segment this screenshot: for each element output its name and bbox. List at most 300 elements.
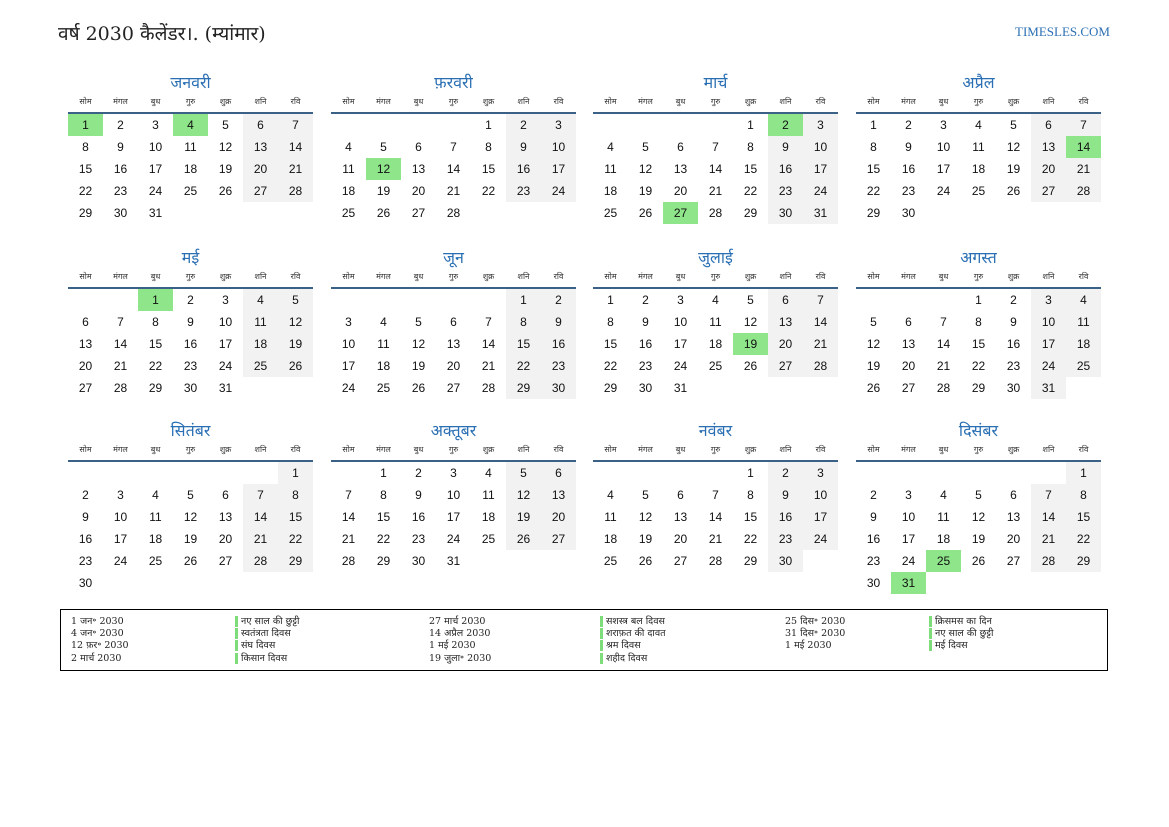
day-cell: 29 [506, 377, 541, 399]
month-name: अप्रैल [962, 73, 995, 92]
day-cell: 1 [870, 118, 877, 132]
day-cell: 22 [78, 184, 93, 198]
weekday-label: मंगल [376, 445, 391, 454]
day-cell: 29 [148, 381, 163, 395]
weekday-label: गुरु [710, 272, 721, 281]
weekday-label: सोम [604, 97, 617, 106]
day-cell: 6 [905, 315, 912, 329]
weekday-label: गुरु [185, 97, 196, 106]
day-cell: 18 [183, 162, 198, 176]
day-cell: 24 [901, 554, 916, 568]
weekday-header [593, 94, 838, 114]
holiday-day-cell: 2 [768, 114, 803, 136]
day-cell: 17 [218, 337, 233, 351]
day-cell: 23 [78, 554, 93, 568]
day-cell: 25 [376, 381, 391, 395]
day-grid [331, 114, 576, 224]
day-cell: 13 [446, 337, 461, 351]
day-cell: 8 [82, 140, 89, 154]
day-grid [593, 289, 838, 399]
day-cell: 16 [541, 333, 576, 355]
legend-date: 27 मार्च 2030 [429, 616, 486, 627]
legend-date: 1 जन॰ 2030 [71, 616, 124, 627]
day-cell: 21 [278, 158, 313, 180]
day-cell: 10 [803, 136, 838, 158]
legend-date: 12 फ़र॰ 2030 [71, 640, 129, 652]
weekday-label: शुक्र [744, 97, 757, 106]
day-cell: 24 [113, 554, 128, 568]
day-cell: 31 [1031, 377, 1066, 399]
day-cell: 25 [603, 206, 618, 220]
day-cell: 18 [148, 532, 163, 546]
holiday-day-cell: 14 [1066, 136, 1101, 158]
weekday-label: रवि [815, 97, 826, 106]
day-cell: 14 [243, 506, 278, 528]
weekday-label: रवि [1078, 445, 1089, 454]
day-cell: 19 [866, 359, 881, 373]
weekday-label: बुध [675, 445, 686, 454]
weekday-label: शनि [779, 272, 792, 281]
day-cell: 18 [341, 184, 356, 198]
empty-cell [173, 462, 208, 484]
day-cell: 16 [768, 506, 803, 528]
legend-row [785, 640, 993, 652]
day-cell: 15 [148, 337, 163, 351]
day-cell: 26 [218, 184, 233, 198]
day-cell: 13 [218, 510, 233, 524]
day-cell: 31 [218, 381, 233, 395]
day-cell: 31 [446, 554, 461, 568]
day-cell: 27 [541, 528, 576, 550]
day-cell: 18 [603, 184, 618, 198]
weekday-label: गुरु [973, 445, 984, 454]
day-cell: 14 [708, 510, 723, 524]
day-cell: 28 [936, 381, 951, 395]
day-cell: 8 [485, 140, 492, 154]
weekday-label: शुक्र [1007, 445, 1020, 454]
weekday-label: रवि [815, 445, 826, 454]
weekday-label: रवि [1078, 97, 1089, 106]
day-cell: 8 [747, 488, 754, 502]
day-cell: 17 [803, 158, 838, 180]
empty-cell [401, 289, 436, 311]
weekday-label: मंगल [113, 97, 128, 106]
day-cell: 7 [1031, 484, 1066, 506]
month-name: जुलाई [698, 248, 733, 267]
day-cell: 7 [712, 140, 719, 154]
day-cell: 3 [940, 118, 947, 132]
weekday-label: मंगल [113, 445, 128, 454]
empty-cell [856, 289, 891, 311]
day-cell: 3 [152, 118, 159, 132]
day-cell: 9 [117, 140, 124, 154]
weekday-label: गुरु [448, 272, 459, 281]
day-cell: 14 [278, 136, 313, 158]
day-cell: 22 [1066, 528, 1101, 550]
day-cell: 26 [638, 554, 653, 568]
day-cell: 21 [341, 532, 356, 546]
day-cell: 16 [183, 337, 198, 351]
day-cell: 11 [184, 140, 197, 154]
day-cell: 20 [243, 158, 278, 180]
weekday-label: रवि [553, 272, 564, 281]
day-cell: 17 [1031, 333, 1066, 355]
legend-column [785, 616, 993, 653]
weekday-label: बुध [938, 445, 949, 454]
day-cell: 4 [712, 293, 719, 307]
day-cell: 22 [603, 359, 618, 373]
day-cell: 22 [481, 184, 496, 198]
day-cell: 13 [78, 337, 93, 351]
weekday-label: बुध [675, 97, 686, 106]
day-cell: 1 [1066, 462, 1101, 484]
weekday-header [856, 442, 1101, 462]
site-link[interactable]: TIMESLES.COM [1015, 24, 1110, 39]
day-cell: 28 [113, 381, 128, 395]
empty-cell [961, 462, 996, 484]
legend-date: 31 दिस॰ 2030 [785, 628, 846, 640]
day-cell: 3 [541, 114, 576, 136]
day-cell: 12 [638, 510, 653, 524]
legend-column [71, 616, 299, 665]
day-grid [856, 462, 1101, 594]
day-cell: 6 [243, 114, 278, 136]
weekday-label: शुक्र [482, 445, 495, 454]
day-cell: 29 [1066, 550, 1101, 572]
day-cell: 14 [446, 162, 461, 176]
day-cell: 12 [411, 337, 426, 351]
day-cell: 6 [415, 140, 422, 154]
day-cell: 7 [1066, 114, 1101, 136]
day-cell: 25 [243, 355, 278, 377]
day-cell: 25 [603, 554, 618, 568]
legend-holiday-name: शहीद दिवस [600, 653, 647, 664]
day-cell: 19 [638, 532, 653, 546]
empty-cell [331, 114, 366, 136]
day-cell: 24 [341, 381, 356, 395]
day-cell: 19 [278, 333, 313, 355]
day-cell: 13 [411, 162, 426, 176]
day-cell: 5 [222, 118, 229, 132]
day-cell: 20 [1006, 532, 1021, 546]
day-cell: 18 [603, 532, 618, 546]
weekday-label: बुध [938, 97, 949, 106]
day-cell: 23 [1006, 359, 1021, 373]
legend-holiday-name: शराफ़त की दावत [600, 628, 666, 639]
day-cell: 3 [222, 293, 229, 307]
day-cell: 21 [708, 532, 723, 546]
day-cell: 9 [541, 311, 576, 333]
weekday-header [593, 442, 838, 462]
day-cell: 28 [1066, 180, 1101, 202]
weekday-label: रवि [815, 272, 826, 281]
day-cell: 21 [1031, 528, 1066, 550]
day-cell: 11 [709, 315, 722, 329]
weekday-label: सोम [867, 97, 880, 106]
page-title: वर्ष 2030 कैलेंडर।. (म्यांमार) [58, 23, 266, 45]
day-cell: 22 [743, 184, 758, 198]
day-cell: 26 [743, 359, 758, 373]
empty-cell [366, 289, 401, 311]
day-cell: 19 [411, 359, 426, 373]
month-name: फ़रवरी [434, 73, 473, 92]
day-cell: 6 [768, 289, 803, 311]
day-cell: 11 [1066, 311, 1101, 333]
day-cell: 1 [975, 293, 982, 307]
day-cell: 10 [803, 484, 838, 506]
day-cell: 2 [642, 293, 649, 307]
day-cell: 23 [113, 184, 128, 198]
weekday-label: सोम [342, 97, 355, 106]
day-cell: 26 [183, 554, 198, 568]
day-cell: 8 [506, 311, 541, 333]
weekday-label: गुरु [710, 97, 721, 106]
day-cell: 28 [481, 381, 496, 395]
day-cell: 26 [278, 355, 313, 377]
legend-date: 1 मई 2030 [785, 640, 832, 652]
day-cell: 16 [768, 158, 803, 180]
day-cell: 26 [506, 528, 541, 550]
month-name: अगस्त [960, 248, 997, 267]
day-cell: 17 [113, 532, 128, 546]
weekday-label: बुध [150, 445, 161, 454]
weekday-label: सोम [79, 97, 92, 106]
weekday-label: शुक्र [219, 445, 232, 454]
day-cell: 15 [481, 162, 496, 176]
day-cell: 30 [901, 206, 916, 220]
day-cell: 1 [278, 462, 313, 484]
day-cell: 28 [708, 554, 723, 568]
empty-cell [593, 114, 628, 136]
legend-holiday-name: सशस्त्र बल दिवस [600, 616, 665, 627]
weekday-label: सोम [867, 445, 880, 454]
day-cell: 26 [411, 381, 426, 395]
day-cell: 10 [1031, 311, 1066, 333]
weekday-label: मंगल [376, 97, 391, 106]
weekday-label: गुरु [185, 272, 196, 281]
day-cell: 30 [1006, 381, 1021, 395]
day-cell: 14 [708, 162, 723, 176]
day-cell: 6 [1010, 488, 1017, 502]
day-cell: 25 [341, 206, 356, 220]
weekday-label: सोम [342, 445, 355, 454]
day-cell: 23 [768, 528, 803, 550]
day-cell: 3 [345, 315, 352, 329]
day-cell: 22 [376, 532, 391, 546]
legend-date: 25 दिस॰ 2030 [785, 616, 846, 627]
month-block [331, 247, 576, 399]
weekday-header [856, 94, 1101, 114]
day-cell: 20 [1031, 158, 1066, 180]
day-cell: 20 [673, 184, 688, 198]
day-cell: 12 [183, 510, 198, 524]
weekday-label: शुक्र [1007, 272, 1020, 281]
holiday-day-cell: 12 [366, 158, 401, 180]
day-cell: 7 [803, 289, 838, 311]
weekday-label: गुरु [448, 445, 459, 454]
day-cell: 22 [148, 359, 163, 373]
day-cell: 6 [222, 488, 229, 502]
day-cell: 5 [642, 140, 649, 154]
day-cell: 17 [673, 337, 688, 351]
weekday-label: शनि [1042, 97, 1055, 106]
day-cell: 14 [936, 337, 951, 351]
day-cell: 23 [506, 180, 541, 202]
day-cell: 4 [607, 488, 614, 502]
day-cell: 20 [218, 532, 233, 546]
day-cell: 3 [803, 114, 838, 136]
day-cell: 15 [866, 162, 881, 176]
day-grid [331, 289, 576, 399]
weekday-label: मंगल [638, 272, 653, 281]
day-cell: 3 [450, 466, 457, 480]
day-cell: 6 [82, 315, 89, 329]
day-cell: 13 [1031, 136, 1066, 158]
day-cell: 12 [278, 311, 313, 333]
month-block [856, 247, 1101, 399]
day-cell: 4 [607, 140, 614, 154]
legend-holiday-name: नए साल की छुट्टी [929, 628, 993, 639]
day-cell: 4 [485, 466, 492, 480]
day-cell: 12 [218, 140, 233, 154]
weekday-label: सोम [79, 272, 92, 281]
day-cell: 5 [278, 289, 313, 311]
empty-cell [891, 462, 926, 484]
weekday-label: मंगल [113, 272, 128, 281]
weekday-label: रवि [290, 97, 301, 106]
legend-row [71, 653, 299, 665]
empty-cell [471, 289, 506, 311]
day-cell: 11 [937, 510, 950, 524]
day-cell: 29 [603, 381, 618, 395]
day-cell: 23 [866, 554, 881, 568]
day-cell: 11 [482, 488, 495, 502]
empty-cell [243, 462, 278, 484]
day-cell: 13 [901, 337, 916, 351]
day-cell: 7 [940, 315, 947, 329]
day-cell: 27 [411, 206, 426, 220]
day-cell: 19 [506, 506, 541, 528]
day-cell: 26 [1006, 184, 1021, 198]
day-cell: 15 [743, 162, 758, 176]
day-cell: 30 [768, 550, 803, 572]
weekday-label: सोम [79, 445, 92, 454]
weekday-label: गुरु [973, 272, 984, 281]
empty-cell [856, 462, 891, 484]
weekday-label: शनि [779, 445, 792, 454]
weekday-label: शुक्र [744, 445, 757, 454]
day-cell: 6 [450, 315, 457, 329]
day-cell: 19 [638, 184, 653, 198]
day-cell: 23 [768, 180, 803, 202]
day-cell: 18 [708, 337, 723, 351]
empty-cell [138, 462, 173, 484]
weekday-label: रवि [290, 272, 301, 281]
legend-holiday-name: मई दिवस [929, 640, 968, 651]
day-cell: 5 [642, 488, 649, 502]
day-cell: 28 [708, 206, 723, 220]
month-name: नवंबर [698, 421, 733, 440]
weekday-label: शनि [254, 272, 267, 281]
day-cell: 10 [341, 337, 356, 351]
day-cell: 7 [243, 484, 278, 506]
day-cell: 18 [1066, 333, 1101, 355]
day-cell: 17 [446, 510, 461, 524]
day-cell: 11 [342, 162, 355, 176]
day-cell: 3 [117, 488, 124, 502]
day-cell: 18 [971, 162, 986, 176]
day-cell: 13 [673, 510, 688, 524]
month-name: अक्तूबर [430, 421, 477, 440]
day-cell: 30 [411, 554, 426, 568]
day-cell: 13 [673, 162, 688, 176]
day-cell: 10 [936, 140, 951, 154]
day-cell: 31 [803, 202, 838, 224]
day-cell: 9 [415, 488, 422, 502]
day-cell: 24 [673, 359, 688, 373]
month-name: जून [443, 248, 464, 267]
legend-holiday-name: क्रिसमस का दिन [929, 616, 992, 627]
empty-cell [1031, 462, 1066, 484]
day-cell: 14 [341, 510, 356, 524]
day-cell: 16 [113, 162, 128, 176]
day-cell: 9 [506, 136, 541, 158]
weekday-label: गुरु [185, 445, 196, 454]
day-cell: 9 [768, 484, 803, 506]
holiday-day-cell: 25 [926, 550, 961, 572]
day-grid [68, 114, 313, 224]
empty-cell [103, 462, 138, 484]
weekday-label: रवि [290, 445, 301, 454]
day-cell: 27 [1031, 180, 1066, 202]
day-cell: 15 [603, 337, 618, 351]
day-cell: 17 [901, 532, 916, 546]
month-block [593, 72, 838, 224]
day-cell: 1 [747, 118, 754, 132]
day-cell: 24 [218, 359, 233, 373]
weekday-label: सोम [867, 272, 880, 281]
weekday-label: गुरु [973, 97, 984, 106]
weekday-header [593, 269, 838, 289]
weekday-label: रवि [553, 97, 564, 106]
day-cell: 31 [148, 206, 163, 220]
day-cell: 14 [113, 337, 128, 351]
day-cell: 23 [541, 355, 576, 377]
day-cell: 14 [1031, 506, 1066, 528]
day-cell: 28 [803, 355, 838, 377]
day-cell: 12 [971, 510, 986, 524]
legend-row [429, 628, 666, 640]
day-cell: 30 [183, 381, 198, 395]
weekday-label: गुरु [448, 97, 459, 106]
day-cell: 6 [677, 488, 684, 502]
day-cell: 28 [243, 550, 278, 572]
day-cell: 9 [870, 510, 877, 524]
day-cell: 24 [803, 180, 838, 202]
day-cell: 6 [1031, 114, 1066, 136]
legend-row [785, 628, 993, 640]
day-cell: 19 [971, 532, 986, 546]
day-cell: 23 [183, 359, 198, 373]
day-cell: 2 [905, 118, 912, 132]
day-cell: 11 [604, 162, 617, 176]
day-cell: 26 [971, 554, 986, 568]
day-cell: 9 [1010, 315, 1017, 329]
weekday-label: शनि [254, 97, 267, 106]
day-cell: 1 [607, 293, 614, 307]
day-cell: 7 [278, 114, 313, 136]
day-cell: 13 [243, 136, 278, 158]
